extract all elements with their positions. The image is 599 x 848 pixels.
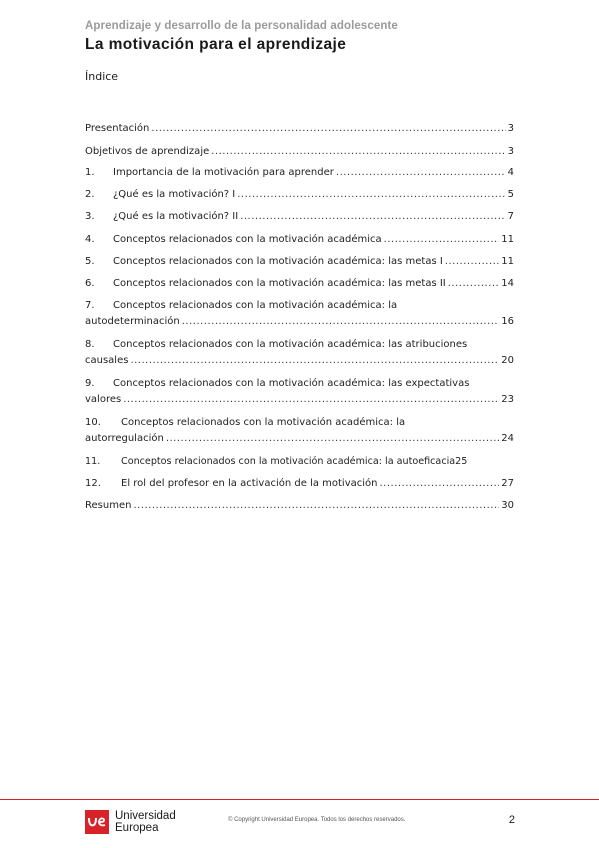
toc-label: Conceptos relacionados con la motivación académica: la autoeficacia xyxy=(121,456,456,467)
toc-number: 8. xyxy=(85,339,95,350)
toc-page-number: 16 xyxy=(501,316,514,327)
copyright-notice: © Copyright Universidad Europea. Todos los derechos reservados. xyxy=(228,817,406,823)
toc-label: Importancia de la motivación para aprender xyxy=(113,167,334,178)
toc-entry-resumen[interactable] xyxy=(85,498,514,514)
toc-label: Objetivos de aprendizaje xyxy=(85,146,210,157)
toc-entry-5[interactable] xyxy=(85,254,514,270)
toc-label-line2: valores xyxy=(85,394,122,405)
toc-leader-dots xyxy=(448,276,500,292)
toc-page-number: 23 xyxy=(501,394,514,405)
university-logo xyxy=(85,807,195,837)
toc-number: 7. xyxy=(85,300,95,311)
document-title: La motivación para el aprendizaje xyxy=(85,36,347,53)
logo-line1: Universidad xyxy=(115,810,176,822)
document-subtitle: Aprendizaje y desarrollo de la personalidad adolescente xyxy=(85,20,398,32)
toc-label-line2: causales xyxy=(85,355,129,366)
toc-leader-dots xyxy=(123,392,499,408)
toc-entry-objetivos[interactable] xyxy=(85,144,514,160)
toc-number: 5. xyxy=(85,256,95,267)
toc-entry-11[interactable] xyxy=(85,454,514,470)
toc-entry-7[interactable] xyxy=(85,298,514,330)
logo-line2: Europea xyxy=(115,822,159,834)
toc-label-line1: Conceptos relacionados con la motivación académica: las atribuciones xyxy=(113,339,468,350)
toc-leader-dots xyxy=(240,209,505,225)
toc-number: 12. xyxy=(85,478,101,489)
index-heading: Índice xyxy=(85,70,119,83)
toc-page-number: 27 xyxy=(501,478,514,489)
toc-page-number: 3 xyxy=(507,146,514,157)
toc-label: ¿Qué es la motivación? I xyxy=(113,189,236,200)
page-number: 2 xyxy=(508,814,515,826)
toc-leader-dots xyxy=(166,431,499,447)
toc-leader-dots xyxy=(384,232,500,248)
toc-page-number: 24 xyxy=(501,433,514,444)
toc-entry-presentacion[interactable] xyxy=(85,121,514,137)
logo-mark-icon xyxy=(85,810,109,834)
toc-entry-10[interactable] xyxy=(85,415,514,447)
toc-leader-dots xyxy=(445,254,499,270)
toc-leader-dots xyxy=(336,165,506,181)
toc-number: 6. xyxy=(85,278,95,289)
toc-label-line1: Conceptos relacionados con la motivación académica: la xyxy=(121,417,406,428)
toc-entry-12[interactable] xyxy=(85,476,514,492)
toc-number: 1. xyxy=(85,167,95,178)
toc-entry-8[interactable] xyxy=(85,337,514,369)
toc-leader-dots xyxy=(133,498,499,514)
toc-leader-dots xyxy=(151,121,505,137)
toc-entry-9[interactable] xyxy=(85,376,514,408)
toc-page-number: 11 xyxy=(501,256,514,267)
toc-entry-6[interactable] xyxy=(85,276,514,292)
toc-page-number: 3 xyxy=(507,123,514,134)
toc-page-number: 11 xyxy=(501,234,514,245)
toc-label: Conceptos relacionados con la motivación académica: las metas I xyxy=(113,256,443,267)
toc-leader-dots xyxy=(211,144,505,160)
toc-label: Resumen xyxy=(85,500,132,511)
toc-leader-dots xyxy=(130,353,499,369)
toc-page-number: 4 xyxy=(507,167,514,178)
toc-number: 2. xyxy=(85,189,95,200)
toc-leader-dots xyxy=(237,187,505,203)
toc-label: ¿Qué es la motivación? II xyxy=(113,211,239,222)
toc-label: El rol del profesor en la activación de la motivación xyxy=(121,478,378,489)
toc-label-line1: Conceptos relacionados con la motivación académica: la xyxy=(113,300,398,311)
toc-label-line2: autorregulación xyxy=(85,433,164,444)
toc-leader-dots xyxy=(182,314,500,330)
toc-label: Conceptos relacionados con la motivación académica xyxy=(113,234,382,245)
toc-entry-3[interactable] xyxy=(85,209,514,225)
toc-entry-4[interactable] xyxy=(85,232,514,248)
toc-label: Presentación xyxy=(85,123,150,134)
toc-number: 11. xyxy=(85,456,101,467)
toc-entry-2[interactable] xyxy=(85,187,514,203)
toc-label-line2: autodeterminación xyxy=(85,316,180,327)
toc-number: 9. xyxy=(85,378,95,389)
toc-leader-dots xyxy=(379,476,499,492)
toc-page-number: 14 xyxy=(501,278,514,289)
toc-number: 4. xyxy=(85,234,95,245)
toc-label: Conceptos relacionados con la motivación académica: las metas II xyxy=(113,278,446,289)
toc-page-number: 5 xyxy=(507,189,514,200)
toc-number: 3. xyxy=(85,211,95,222)
toc-page-number: 25 xyxy=(455,456,468,467)
toc-page-number: 30 xyxy=(501,500,514,511)
logo-wordmark xyxy=(115,810,176,834)
footer-divider xyxy=(0,799,599,800)
toc-page-number: 20 xyxy=(501,355,514,366)
toc-entry-1[interactable] xyxy=(85,165,514,181)
toc-label-line1: Conceptos relacionados con la motivación académica: las expectativas xyxy=(113,378,470,389)
toc-page-number: 7 xyxy=(507,211,514,222)
toc-number: 10. xyxy=(85,417,101,428)
